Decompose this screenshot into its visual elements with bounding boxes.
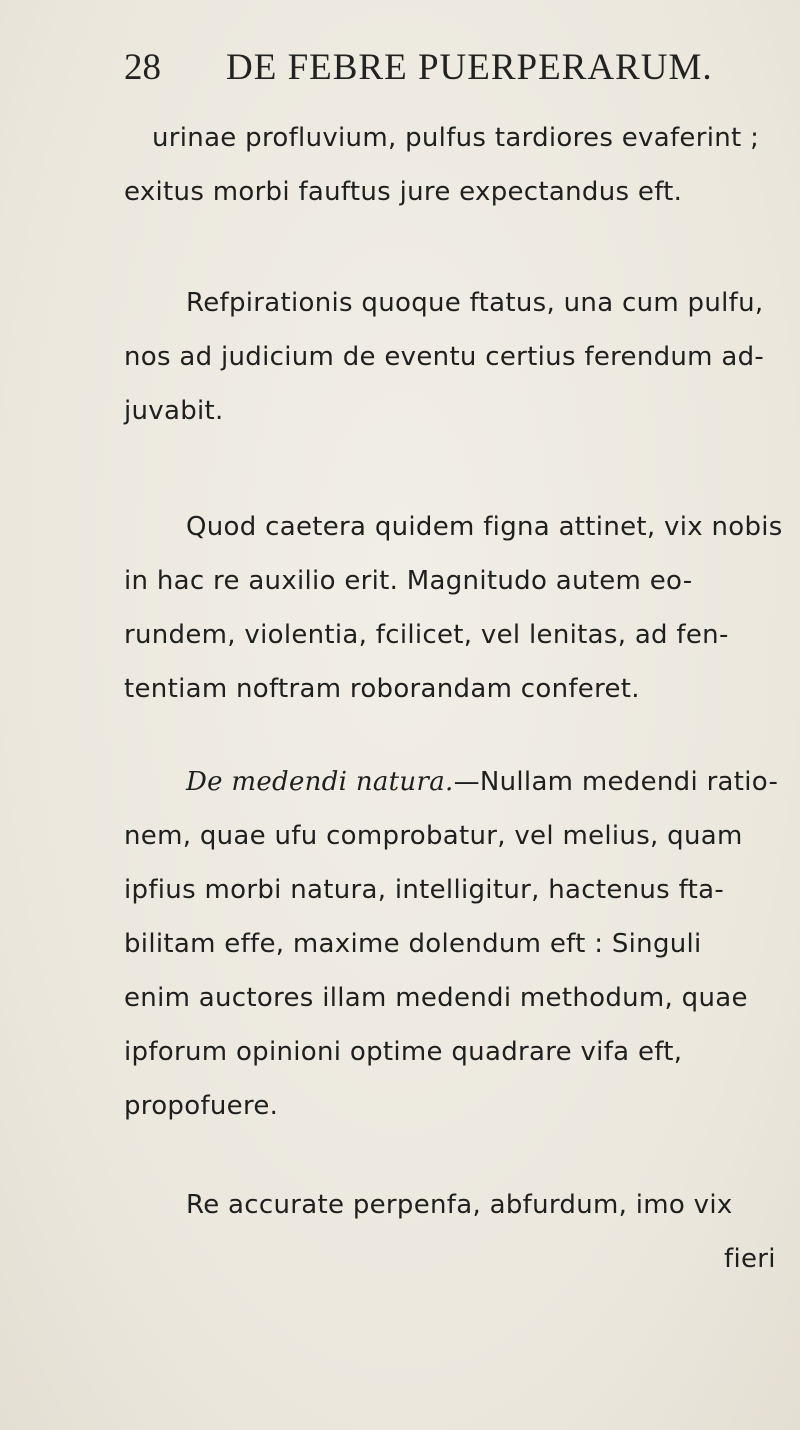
text-line: in hac re auxilio erit. Magnitudo autem eo- [124,566,693,596]
section-heading: De medendi natura. [186,767,454,797]
text-line: bilitam effe, maxime dolendum eft : Singuli [124,929,702,959]
running-head [124,46,713,96]
text-line: rundem, violentia, fcilicet, vel lenitas, ad fen- [124,620,729,650]
paragraph-start-line: Refpirationis quoque ftatus, una cum pulfu, [186,288,764,318]
text-line: tentiam noftram roborandam conferet. [124,674,640,704]
text-line: exitus morbi fauftus jure expectandus eft. [124,177,683,207]
text-line: ipforum opinioni optime quadrare vifa eft, [124,1037,683,1067]
paragraph-start-line: Quod caetera quidem figna attinet, vix nobis [186,512,783,542]
running-title: DE FEBRE PUERPERARUM. [226,47,713,88]
page-number: 28 [124,47,161,88]
text-line: ipfius morbi natura, intelligitur, hactenus fta- [124,875,724,905]
text-line: juvabit. [124,396,224,426]
text-line: enim auctores illam medendi methodum, quae [124,983,748,1013]
paragraph-start-line: Re accurate perpenfa, abfurdum, imo vix [186,1190,733,1220]
text-line: nem, quae ufu comprobatur, vel melius, quam [124,821,743,851]
section-text: —Nullam medendi ratio- [453,767,779,797]
catchword: fieri [724,1244,776,1274]
section-heading-line [186,767,778,797]
text-line: nos ad judicium de eventu certius ferendum ad- [124,342,765,372]
text-line: propofuere. [124,1091,279,1121]
text-line: urinae profluvium, pulfus tardiores evaferint ; [152,123,760,153]
